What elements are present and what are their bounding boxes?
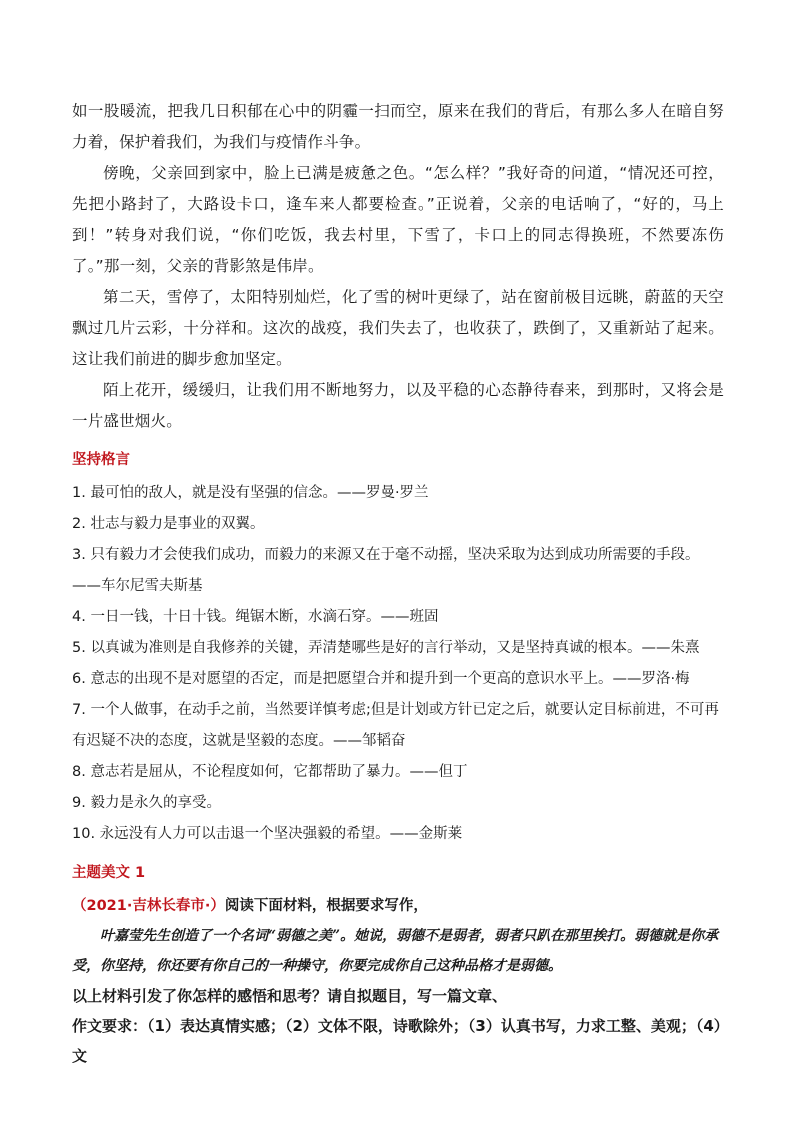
quote-item: 6. 意志的出现不是对愿望的否定，而是把愿望合并和提升到一个更高的意识水平上。——罗洛·梅: [72, 671, 690, 687]
quote-item: 9. 毅力是永久的享受。: [72, 795, 221, 811]
essay-paragraph-4: 陌上花开，缓缓归，让我们用不断地努力，以及平稳的心态静待春来，到那时，又将会是一片盛世烟火。: [72, 381, 724, 430]
question-source: [72, 891, 724, 921]
essay-paragraph-1: 如一股暖流，把我几日积郁在心中的阴霾一扫而空，原来在我们的背后，有那么多人在暗自努力着，保护着我们，为我们与疫情作斗争。: [72, 102, 724, 151]
theme-essay-heading: 主题美文 1: [72, 865, 146, 881]
quote-item: 10. 永远没有人力可以击退一个坚决强毅的希望。——金斯莱: [72, 826, 463, 842]
source-text: 阅读下面材料，根据要求写作，: [224, 898, 428, 914]
essay-paragraph-2: 傍晚，父亲回到家中，脸上已满是疲惫之色。“怎么样？”我好奇的问道，“情况还可控，先把小路封了，大路设卡口，逢车来人都要检查。”正说着，父亲的电话响了，“好的，马上到！”转身对我们说，“你们吃饭，我去村里，下雪了，卡口上的同志得换班，不然要冻伤了。”那一刻，父亲的背影煞是伟岸。: [72, 164, 724, 275]
quote-item: 1. 最可怕的敌人，就是没有坚强的信念。——罗曼·罗兰: [72, 485, 429, 501]
quotes-heading: 坚持格言: [72, 452, 130, 468]
quote-item: 3. 只有毅力才会使我们成功，而毅力的来源又在于毫不动摇，坚决采取为达到成功所需要的手段。——车尔尼雪夫斯基: [72, 547, 700, 594]
quote-item: 7. 一个人做事，在动手之前，当然要详慎考虑;但是计划或方针已定之后，就要认定目标前进，不可再有迟疑不决的态度，这就是坚毅的态度。——邹韬奋: [72, 702, 719, 749]
writing-prompt: 以上材料引发了你怎样的感悟和思考？请自拟题目，写一篇文章、: [72, 987, 508, 1005]
quotes-list: [72, 478, 724, 850]
document-page: [72, 96, 724, 1071]
quote-item: 4. 一日一钱，十日十钱。绳锯木断，水滴石穿。——班固: [72, 609, 439, 625]
writing-requirements: 作文要求：（1）表达真情实感；（2）文体不限，诗歌除外；（3）认真书写，力求工整、美观；（4）文: [72, 1017, 722, 1065]
quote-item: 5. 以真诚为准则是自我修养的关键，弄清楚哪些是好的言行举动，又是坚持真诚的根本。——朱熹: [72, 640, 700, 656]
quote-item: 2. 壮志与毅力是事业的双翼。: [72, 516, 265, 532]
source-tag: （2021·吉林长春市·）: [72, 898, 225, 914]
quote-item: 8. 意志若是屈从，不论程度如何，它都帮助了暴力。——但丁: [72, 764, 468, 780]
reading-material: 叶嘉莹先生创造了一个名词“弱德之美”。她说，弱德不是弱者，弱者只趴在那里挨打。弱德就是你承受，你坚持，你还要有你自己的一种操守，你要完成你自己这种品格才是弱德。: [72, 928, 719, 974]
essay-paragraph-3: 第二天，雪停了，太阳特别灿烂，化了雪的树叶更绿了，站在窗前极目远眺，蔚蓝的天空飘过几片云彩，十分祥和。这次的战疫，我们失去了，也收获了，跌倒了，又重新站了起来。这让我们前进的脚步愈加坚定。: [72, 288, 724, 368]
